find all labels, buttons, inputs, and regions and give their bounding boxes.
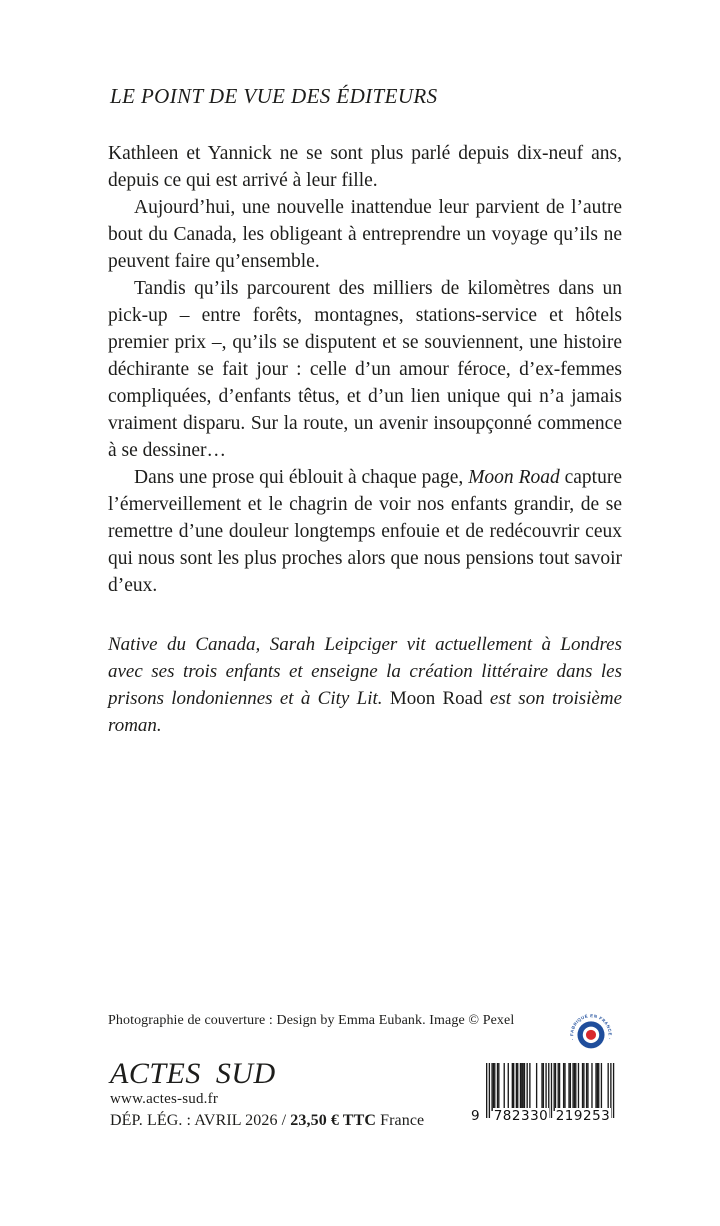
synopsis-paragraph	[108, 140, 622, 194]
barcode-digit-group: 219253	[555, 1108, 611, 1124]
synopsis-text: Tandis qu’ils parcourent des milliers de kilomètres dans un pick-up – entre forêts, montagnes, stations-service et hôtels premier prix –, qu’ils se disputent et se souviennent, une histoire déchirante se fait jour : celle d’un amour féroce, d’ex-femmes compliquées, d’enfants têtus, et d’un lien unique qui n’a jamais vraiment disparu. Sur la route, un avenir insoupçonné commence à se dessiner…	[108, 278, 622, 461]
price: 23,50 € TTC	[290, 1112, 377, 1129]
synopsis-text: Kathleen et Yannick ne se sont plus parlé depuis dix-neuf ans, depuis ce qui est arrivé à leur fille.	[108, 143, 622, 191]
barcode-digit-group: 9	[471, 1108, 480, 1124]
synopsis-text: Aujourd’hui, une nouvelle inattendue leur parvient de l’autre bout du Canada, les obligeant à entreprendre un voyage qu’ils ne peuvent faire qu’ensemble.	[108, 197, 622, 272]
legal-deposit-text: DÉP. LÉG. : AVRIL 2026 /	[110, 1112, 291, 1129]
synopsis-text: capture l’émerveillement et le chagrin de voir nos enfants grandir, de se remettre d’une douleur longtemps enfouie et de redécouvrir ceux qui nous sont les plus proches alors que nous pensions tout savoir d’eux.	[108, 467, 622, 596]
made-in-france-roundel-icon	[563, 1005, 619, 1061]
legal-country: France	[376, 1112, 425, 1129]
synopsis-paragraph	[108, 194, 622, 275]
publisher-website: www.actes-sud.fr	[110, 1091, 219, 1107]
cover-photo-credit: Photographie de couverture : Design by Emma Eubank. Image © Pexel	[108, 1013, 515, 1028]
editors-viewpoint-heading: LE POINT DE VUE DES ÉDITEURS	[110, 84, 438, 108]
synopsis-paragraph	[108, 464, 622, 599]
ean13-barcode	[471, 1063, 616, 1131]
publisher-logo: ACTES SUD	[110, 1057, 276, 1090]
synopsis	[108, 140, 622, 599]
publisher-block	[110, 1058, 276, 1108]
legal-deposit-line	[110, 1112, 424, 1130]
bio-text: est son troisième roman.	[108, 688, 623, 736]
synopsis-text: Dans une prose qui éblouit à chaque page,	[134, 467, 469, 488]
book-title-mention: Moon Road	[468, 467, 560, 488]
synopsis-paragraph	[108, 275, 622, 464]
bio-text: Native du Canada, Sarah Leipciger vit actuellement à Londres avec ses trois enfants et enseigne la création littéraire dans les prisons londoniennes et à City Lit.	[108, 634, 622, 709]
book-title-mention: Moon Road	[389, 688, 483, 709]
roundel-curved-label: · FABRIQUÉ EN FRANCE ·	[569, 1013, 613, 1041]
author-bio	[108, 631, 622, 739]
barcode-digit-group: 782330	[493, 1108, 549, 1124]
roundel-red-center	[586, 1030, 596, 1040]
